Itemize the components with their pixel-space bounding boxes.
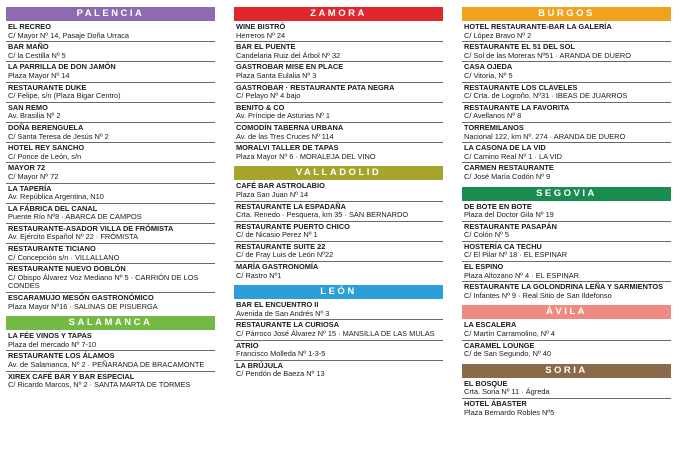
restaurant-name: RESTAURANTE TICIANO (8, 244, 96, 254)
restaurant-name: GASTROBAR MISE EN PLACE (236, 62, 344, 72)
restaurant-entry (234, 42, 443, 62)
restaurant-address: Av. de las Tres Cruces Nº 114 (236, 131, 334, 141)
restaurant-entry (234, 143, 443, 162)
restaurant-entry (462, 163, 671, 182)
restaurant-name: COMODÍN TABERNA URBANA (236, 122, 344, 132)
restaurant-name: RESTAURANTE EL 51 DEL SOL (464, 42, 575, 52)
restaurant-name: RESTAURANTE LA ESPADAÑA (236, 201, 346, 211)
section-avila (462, 305, 671, 359)
restaurant-entry (6, 103, 215, 123)
restaurant-address: C/ Sol de las Moreras Nº51 · ARANDA DE DUERO (464, 50, 631, 60)
restaurant-entry (462, 62, 671, 82)
restaurant-name: MAYOR 72 (8, 163, 46, 173)
restaurant-address: C/ Vitoria, Nº 5 (464, 70, 513, 80)
restaurant-address: C/ Camino Real Nº 1 · LA VID (464, 151, 562, 161)
restaurant-name: EL RECREO (8, 22, 51, 31)
restaurant-address: Plaza Mayor Nº 14 (8, 70, 70, 80)
restaurant-entry (6, 244, 215, 264)
restaurant-address: Av. de Salamanca, Nº 2 · PEÑARANDA DE BRACAMONTE (8, 360, 205, 369)
restaurant-entry (6, 264, 215, 293)
restaurant-entry (462, 341, 671, 360)
restaurant-address: C/ Pendón de Baeza Nº 13 (236, 369, 325, 379)
restaurant-address: Av. Príncipe de Asturias Nº 1 (236, 111, 331, 121)
section-header-salamanca: SALAMANCA (6, 316, 215, 330)
restaurant-entry (462, 83, 671, 103)
restaurant-address: C/ de Fray Luis de León Nº22 (236, 250, 334, 260)
restaurant-entry (462, 123, 671, 143)
restaurant-address: C/ Ponce de León, s/n (8, 151, 82, 161)
restaurant-name: HOSTERÍA CA TECHU (464, 241, 542, 251)
restaurant-name: BENITO & CO (236, 102, 285, 112)
restaurant-entry (462, 22, 671, 42)
restaurant-name: LA ESCALERA (464, 320, 517, 330)
restaurant-address: Plaza Mayor Nº 6 · MORALEJA DEL VINO (236, 151, 376, 161)
restaurant-entry (234, 361, 443, 380)
restaurant-name: RESTAURANTE DUKE (8, 82, 87, 92)
restaurant-address: C/ Mayor Nº 14, Pasaje Doña Urraca (8, 30, 129, 40)
restaurant-name: HOTEL REY SANCHO (8, 143, 85, 153)
restaurant-address: C/ Santa Teresa de Jesús Nº 2 (8, 131, 109, 141)
restaurant-address: Plaza del mercado Nº 7-10 (8, 339, 97, 349)
restaurant-address: C/ Martín Carramolino, Nº 4 (464, 329, 556, 339)
restaurant-name: BAR MAÑO (8, 42, 49, 52)
restaurant-entry (6, 331, 215, 351)
restaurant-name: RESTAURANTE LA CURIOSA (236, 320, 340, 330)
restaurant-name: SAN REMO (8, 102, 48, 112)
restaurant-name: BAR EL PUENTE (236, 42, 296, 52)
restaurant-entry (234, 202, 443, 222)
restaurant-address: Puente Río Nº8 · ABARCA DE CAMPOS (8, 212, 142, 222)
restaurant-entry (6, 204, 215, 224)
section-header-soria: SORIA (462, 364, 671, 378)
restaurant-entry (6, 83, 215, 103)
restaurant-name: LA CASONA DE LA VID (464, 143, 546, 153)
restaurant-address: Crta. Soria Nº 11 · Ágreda (464, 387, 550, 397)
restaurant-entry (234, 62, 443, 82)
restaurant-address: C/ Felipe, s/n (Plaza Bigar Centro) (8, 91, 121, 101)
restaurant-address: C/ Ricardo Marcos, Nº 2 · SANTA MARTA DE TORMES (8, 380, 191, 390)
restaurant-entry (6, 184, 215, 204)
restaurant-entry (462, 42, 671, 62)
restaurant-entry (234, 181, 443, 201)
section-valladolid (234, 166, 443, 281)
restaurant-name: CARMEN RESTAURANTE (464, 163, 554, 173)
restaurant-name: DOÑA BERENGUELA (8, 122, 84, 132)
restaurant-entry (462, 399, 671, 418)
restaurant-address: C/ López Bravo Nº 2 (464, 30, 532, 40)
restaurant-name: HOTEL ÁBASTER (464, 399, 527, 408)
restaurant-name: CASA OJEDA (464, 62, 513, 72)
restaurant-entry (234, 83, 443, 103)
restaurant-address: C/ Obispo Álvarez Voz Mediano Nº 5 · CARRIÓN DE LOS CONDES (8, 272, 199, 291)
restaurant-name: CARAMEL LOUNGE (464, 340, 535, 350)
restaurant-entry (6, 351, 215, 371)
restaurant-name: LA FÉE VINOS Y TAPAS (8, 331, 92, 341)
section-leon (234, 285, 443, 380)
section-salamanca (6, 316, 215, 391)
restaurant-address: C/ de Nicasio Perez Nº 1 (236, 230, 318, 240)
restaurant-name: BAR EL ENCUENTRO II (236, 300, 319, 310)
restaurant-entry (462, 242, 671, 262)
restaurant-address: Plaza Bernardo Robles Nº5 (464, 407, 555, 417)
restaurant-name: RESTAURANTE LOS CLAVELES (464, 82, 578, 92)
restaurant-address: C/ Avellanos Nº 8 (464, 111, 522, 121)
restaurant-entry (462, 222, 671, 242)
restaurant-address: Francisco Molleda Nº 1-3-5 (236, 349, 326, 359)
section-header-zamora: ZAMORA (234, 7, 443, 21)
restaurant-entry (234, 320, 443, 340)
restaurant-entry (6, 62, 215, 82)
restaurant-name: RESTAURANTE LOS ÁLAMOS (8, 351, 115, 361)
restaurant-address: C/ Colón Nº 5 (464, 230, 510, 240)
restaurant-name: LA TAPERÍA (8, 183, 52, 193)
restaurant-address: C/ José María Codón Nº 9 (464, 171, 551, 181)
restaurant-address: Av. República Argentina, N10 (8, 192, 104, 202)
restaurant-address: C/ Concepción s/n · VILLALLANO (8, 252, 120, 262)
section-header-avila: ÁVILA (462, 305, 671, 319)
restaurant-name: RESTAURANTE LA FAVORITA (464, 102, 570, 112)
restaurant-name: RESTAURANTE PASAPÁN (464, 221, 557, 231)
restaurant-name: LA PARRILLA DE DON JAMÓN (8, 62, 116, 72)
restaurant-address: C/ Pelayo Nº 4 bajo (236, 91, 301, 101)
restaurant-entry (6, 123, 215, 143)
restaurant-address: C/ de San Segundo, Nº 40 (464, 349, 551, 359)
restaurant-entry (6, 372, 215, 391)
restaurant-address: Nacional 122, km Nº. 274 · ARANDA DE DUERO (464, 131, 626, 141)
restaurant-entry (462, 202, 671, 222)
section-segovia (462, 187, 671, 302)
restaurant-address: Plaza Mayor Nº16 · SALINAS DE PISUERGA (8, 301, 158, 311)
restaurant-entry (234, 300, 443, 320)
restaurant-address: Plaza San Juan Nº 14 (236, 189, 309, 199)
restaurant-entry (6, 143, 215, 163)
restaurant-entry (462, 379, 671, 399)
restaurant-entry (462, 103, 671, 123)
restaurant-name: ESCARAMUJO MESÓN GASTRONÓMICO (8, 293, 154, 303)
restaurant-entry (6, 22, 215, 42)
restaurant-name: EL ESPINO (464, 262, 504, 272)
section-palencia (6, 7, 215, 312)
restaurant-name: LA FÁBRICA DEL CANAL (8, 203, 98, 213)
restaurant-entry (234, 341, 443, 361)
restaurant-name: GASTROBAR · RESTAURANTE PATA NEGRA (236, 82, 395, 92)
section-burgos (462, 7, 671, 183)
restaurant-entry (462, 282, 671, 301)
restaurant-address: Herreros Nº 24 (236, 30, 286, 40)
restaurant-entry (234, 103, 443, 123)
restaurant-entry (234, 22, 443, 42)
restaurant-name: RESTAURANTE NUEVO DOBLÓN (8, 264, 126, 274)
restaurant-entry (234, 123, 443, 143)
restaurant-name: HOTEL RESTAURANTE-BAR LA GALERÍA (464, 22, 612, 31)
restaurant-name: XIREX CAFÉ BAR Y BAR ESPECIAL (8, 371, 135, 381)
restaurant-name: RESTAURANTE PUERTO CHICO (236, 221, 350, 231)
restaurant-address: C/ la Cestilla Nº 5 (8, 50, 66, 60)
section-soria (462, 364, 671, 418)
section-header-valladolid: VALLADOLID (234, 166, 443, 180)
restaurant-address: Av. Brasilia Nº 2 (8, 111, 61, 121)
restaurant-name: CAFÉ BAR ASTROLABIO (236, 181, 325, 191)
restaurant-name: EL BOSQUE (464, 378, 508, 388)
restaurant-entry (6, 163, 215, 183)
section-header-leon: LEÓN (234, 285, 443, 299)
restaurant-entry (6, 224, 215, 244)
section-header-segovia: SEGOVIA (462, 187, 671, 201)
restaurant-address: C/ Infantes Nº 9 · Real Sitio de San Ildefonso (464, 290, 612, 300)
section-zamora (234, 7, 443, 162)
restaurant-address: Plaza Santa Eulalia Nº 3 (236, 70, 317, 80)
restaurant-address: C/ Crta. de Logroño, Nº31 · IBEAS DE JUARROS (464, 91, 628, 101)
restaurant-address: C/ El Pilar Nº 18 · EL ESPINAR (464, 250, 568, 260)
restaurant-address: Av. Ejército Español Nº 22 · FRÓMISTA (8, 232, 139, 242)
restaurant-entry (234, 262, 443, 281)
restaurant-entry (462, 262, 671, 282)
restaurant-address: C/ Párroco José Álvarez Nº 15 · MANSILLA DE LAS MULAS (236, 329, 435, 339)
section-header-burgos: BURGOS (462, 7, 671, 21)
restaurant-address: Plaza del Doctor Gila Nº 19 (464, 210, 554, 220)
column-right (462, 7, 671, 418)
restaurant-entry (462, 320, 671, 340)
column-middle (234, 7, 443, 380)
restaurant-address: C/ Rastro Nº1 (236, 270, 282, 280)
restaurant-name: WINE BISTRÓ (236, 22, 286, 31)
restaurant-entry (234, 242, 443, 262)
restaurant-name: MORALVI TALLER DE TAPAS (236, 143, 339, 153)
restaurant-name: DE BOTE EN BOTE (464, 201, 532, 211)
restaurant-name: TORREMILANOS (464, 122, 524, 132)
restaurant-entry (234, 222, 443, 242)
restaurant-entry (6, 42, 215, 62)
restaurant-address: Plaza Altozano Nº 4 · EL ESPINAR (464, 270, 579, 280)
restaurant-entry (6, 293, 215, 312)
column-left (6, 7, 215, 391)
restaurant-name: RESTAURANTE SUITE 22 (236, 241, 326, 251)
restaurant-address: C/ Mayor Nº 72 (8, 171, 59, 181)
restaurant-entry (462, 143, 671, 163)
restaurant-name: MARÍA GASTRONOMÍA (236, 262, 319, 272)
restaurant-address: Avenida de San Andrés Nº 3 (236, 308, 330, 318)
restaurant-name: RESTAURANTE-ASADOR VILLA DE FRÓMISTA (8, 223, 174, 233)
restaurant-name: ATRIO (236, 340, 259, 350)
restaurant-name: RESTAURANTE LA GOLONDRINA LEÑA Y SARMIENTOS (464, 282, 664, 292)
section-header-palencia: PALENCIA (6, 7, 215, 21)
restaurant-name: LA BRÚJULA (236, 360, 283, 370)
restaurant-address: Candelaria Ruiz del Árbol Nº 32 (236, 50, 341, 60)
restaurant-address: Crta. Renedo · Pesquera, km 35 · SAN BERNARDO (236, 210, 409, 220)
